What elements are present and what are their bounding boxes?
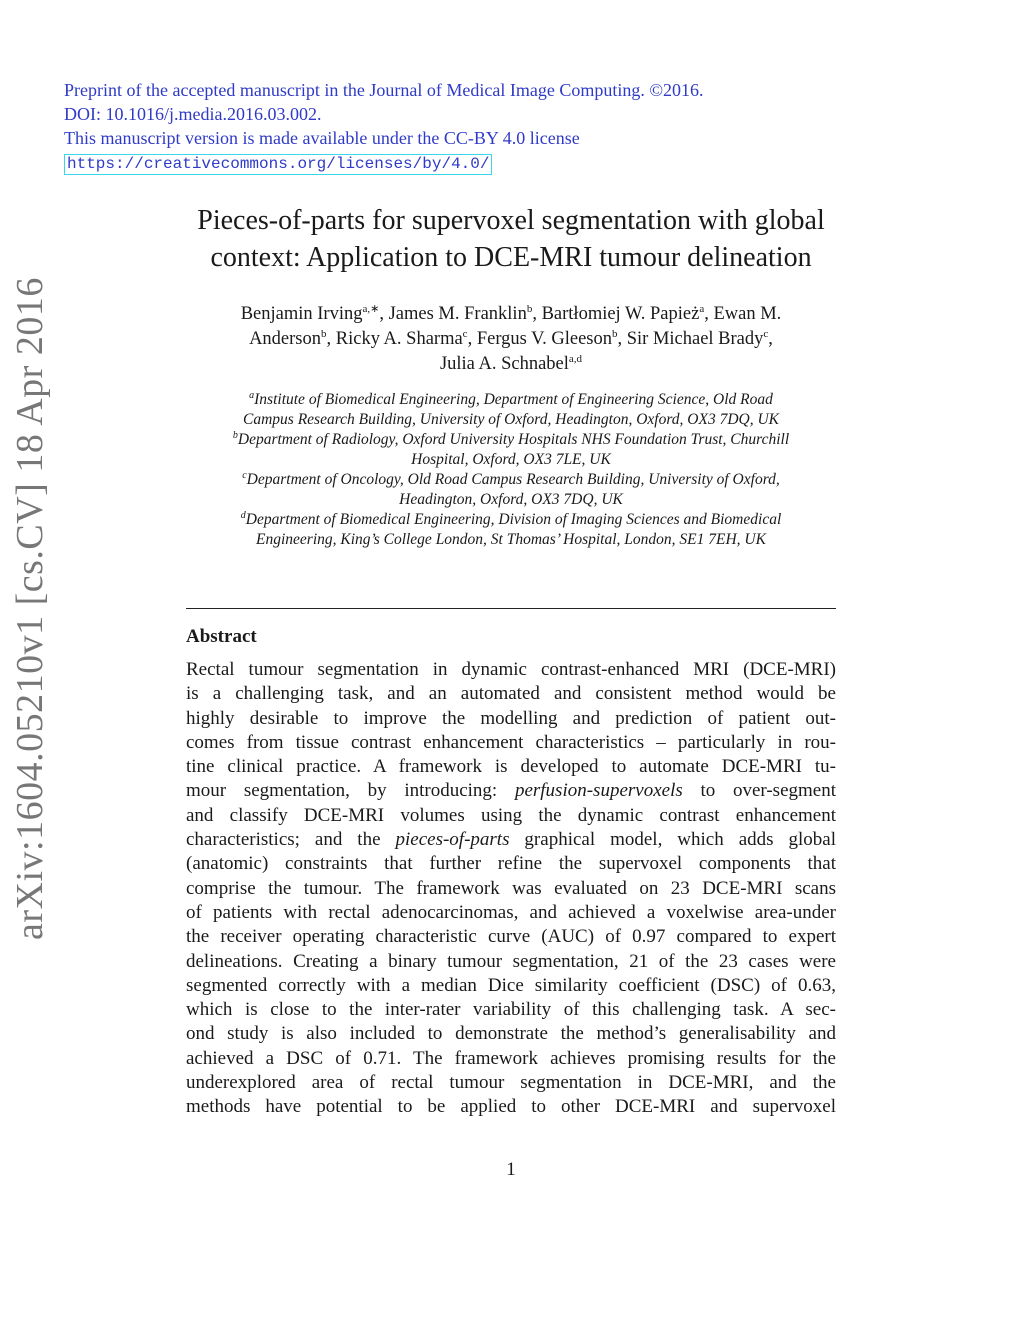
abstract-body xyxy=(186,658,836,1120)
arxiv-identifier-stamp: arXiv:1604.05210v1 [cs.CV] 18 Apr 2016 xyxy=(9,277,51,940)
author-affiliation-mark: a xyxy=(699,302,705,315)
preprint-line: Preprint of the accepted manuscript in the Journal of Medical Image Computing. ©2016. xyxy=(64,80,704,100)
abstract-text: characteristics; and the xyxy=(186,829,396,851)
authors-line-2 xyxy=(186,327,836,352)
author-affiliation-mark: c xyxy=(763,327,769,340)
preprint-notice xyxy=(64,78,864,175)
affiliation-text: Institute of Biomedical Engineering, Department of Engineering Science, Old Road xyxy=(254,391,773,408)
abstract-line: achieved a DSC of 0.71. The framework achieves promising results for the xyxy=(186,1047,836,1069)
affiliation-a-line-2: Campus Research Building, University of Oxford, Headington, Oxford, OX3 7DQ, UK xyxy=(243,411,779,428)
abstract-line: delineations. Creating a binary tumour segmentation, 21 of the 23 cases were xyxy=(186,950,836,972)
affiliation-text: Department of Oncology, Old Road Campus Research Building, University of Oxford, xyxy=(246,471,780,488)
affiliation-d-line-1 xyxy=(186,510,836,530)
abstract-line: which is close to the inter-rater variability of this challenging task. A sec- xyxy=(186,999,836,1021)
author-name: , Ewan M. xyxy=(704,304,782,324)
author-affiliation-mark: a,∗ xyxy=(362,302,380,315)
affiliation-a-line-1 xyxy=(186,390,836,410)
affiliation-mark: b xyxy=(232,429,238,441)
abstract-line: ond study is also included to demonstrate the method’s generalisability and xyxy=(186,1023,836,1045)
author-name: Benjamin Irving xyxy=(240,304,363,324)
affiliation-mark: a xyxy=(249,389,255,401)
abstract-heading: Abstract xyxy=(186,626,257,647)
author-name: , Ricky A. Sharma xyxy=(326,329,463,349)
author-affiliation-mark: c xyxy=(462,327,468,340)
abstract-text: mour segmentation, by introducing: xyxy=(186,780,515,802)
affiliation-text: Department of Radiology, Oxford University Hospitals NHS Foundation Trust, Churchill xyxy=(237,431,790,448)
abstract-text: to over-segment xyxy=(682,780,836,802)
abstract-text: graphical model, which adds global xyxy=(509,829,836,851)
abstract-line: highly desirable to improve the modelling and prediction of patient out- xyxy=(186,707,836,729)
affiliation-text: Department of Biomedical Engineering, Division of Imaging Sciences and Biomedical xyxy=(245,511,782,528)
abstract-line: comprise the tumour. The framework was evaluated on 23 DCE-MRI scans xyxy=(186,877,836,899)
affiliation-mark: c xyxy=(242,469,247,481)
authors-line-1 xyxy=(186,302,836,327)
abstract-line xyxy=(186,779,836,803)
affiliation-b-line-1 xyxy=(186,430,836,450)
author-affiliation-mark: a,d xyxy=(568,352,583,365)
author-name: , Fergus V. Gleeson xyxy=(467,329,612,349)
author-name: Julia A. Schnabel xyxy=(439,354,569,374)
affiliation-c-line-2: Headington, Oxford, OX3 7DQ, UK xyxy=(399,491,623,508)
author-name: , James M. Franklin xyxy=(379,304,527,324)
title-line-1: Pieces-of-parts for supervoxel segmentation with global xyxy=(197,205,825,236)
author-separator: , xyxy=(768,329,773,349)
abstract-line: underexplored area of rectal tumour segmentation in DCE-MRI, and the xyxy=(186,1072,836,1094)
abstract-line: Rectal tumour segmentation in dynamic contrast-enhanced MRI (DCE-MRI) xyxy=(186,659,836,680)
author-name: , Bartłomiej W. Papież xyxy=(532,304,700,324)
doi-line: DOI: 10.1016/j.media.2016.03.002. xyxy=(64,104,322,124)
abstract-line: comes from tissue contrast enhancement characteristics – particularly in rou- xyxy=(186,731,836,753)
abstract-line: methods have potential to be applied to other DCE-MRI and supervoxel xyxy=(186,1096,836,1118)
affiliation-b-line-2: Hospital, Oxford, OX3 7LE, UK xyxy=(411,451,611,468)
author-list xyxy=(186,302,836,377)
license-url-link[interactable]: https://creativecommons.org/licenses/by/4.0/ xyxy=(64,154,492,175)
license-line: This manuscript version is made available under the CC-BY 4.0 license xyxy=(64,128,580,148)
affiliation-list xyxy=(186,390,836,550)
page-number: 1 xyxy=(506,1159,516,1180)
author-affiliation-mark: b xyxy=(526,302,533,315)
abstract-line: segmented correctly with a median Dice similarity coefficient (DSC) of 0.63, xyxy=(186,974,836,996)
title-line-2: context: Application to DCE-MRI tumour delineation xyxy=(210,242,812,273)
affiliation-d-line-2: Engineering, King’s College London, St Thomas’ Hospital, London, SE1 7EH, UK xyxy=(256,531,766,548)
abstract-line: and classify DCE-MRI volumes using the dynamic contrast enhancement xyxy=(186,804,836,826)
abstract-line: is a challenging task, and an automated and consistent method would be xyxy=(186,683,836,705)
authors-line-3 xyxy=(186,352,836,377)
abstract-line: (anatomic) constraints that further refine the supervoxel components that xyxy=(186,853,836,875)
author-affiliation-mark: b xyxy=(611,327,618,340)
author-name: , Sir Michael Brady xyxy=(617,329,764,349)
term-perfusion-supervoxels: perfusion-supervoxels xyxy=(514,780,683,802)
affiliation-c-line-1 xyxy=(186,470,836,490)
paper-title xyxy=(186,202,836,276)
author-name: Anderson xyxy=(249,329,321,349)
abstract-line: tine clinical practice. A framework is developed to automate DCE-MRI tu- xyxy=(186,756,836,778)
affiliation-mark: d xyxy=(240,509,246,521)
term-pieces-of-parts: pieces-of-parts xyxy=(395,829,510,851)
abstract-line: the receiver operating characteristic curve (AUC) of 0.97 compared to expert xyxy=(186,926,836,948)
abstract-divider xyxy=(186,608,836,609)
abstract-line: of patients with rectal adenocarcinomas, and achieved a voxelwise area-under xyxy=(186,901,836,923)
abstract-line xyxy=(186,828,836,852)
author-affiliation-mark: b xyxy=(321,327,327,340)
